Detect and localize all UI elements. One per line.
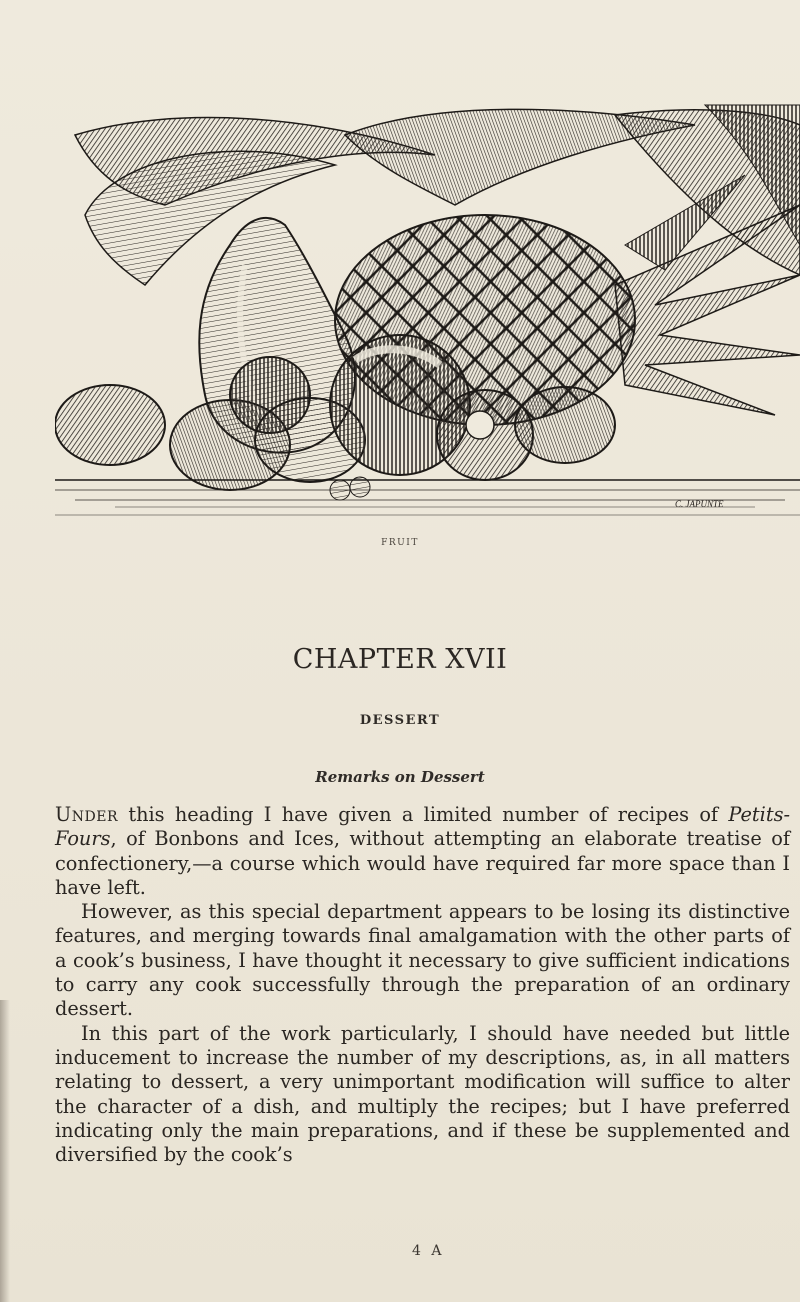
paragraph-2: However, as this special department appears to be losing its distinctive features, and merging towards final amalgamation with the other parts of a cook’s business, I have thought it necessary to give sufficient indications to carry any cook successfully through the preparation of an ordinary dessert. — [55, 900, 790, 1021]
fruit-engraving-illustration — [55, 95, 800, 525]
section-heading: Remarks on Dessert — [315, 768, 485, 786]
paragraph-3: In this part of the work particularly, I should have needed but little inducement to increase the number of my descriptions, as, in all matters relating to dessert, a very unimportant modification will suffice to alter the character of a dish, and multiply the recipes; but I have preferred indicating only the main preparations, and if these be supplemented and diversified by the cook’s — [55, 1021, 790, 1167]
page-edge-shadow — [0, 1000, 10, 1302]
chapter-subtitle: DESSERT — [359, 713, 441, 728]
printer-signature-mark: 4 A — [412, 1243, 445, 1259]
chapter-title: CHAPTER XVII — [292, 644, 508, 675]
engraver-signature: C. JAPUNTE — [675, 499, 724, 509]
body-text — [55, 803, 790, 1167]
paragraph-lead-word: Under — [55, 803, 118, 826]
paragraph-1 — [55, 803, 790, 900]
illustration-caption: FRUIT — [381, 538, 419, 548]
italic-term: Petits-Fours — [55, 803, 790, 851]
paragraph-text: this heading I have given a limited number of recipes of — [118, 803, 729, 826]
paragraph-text: , of Bonbons and Ices, without attempting an elaborate treatise of confectionery,—a course which would have required far more space than I have left. — [55, 827, 790, 899]
